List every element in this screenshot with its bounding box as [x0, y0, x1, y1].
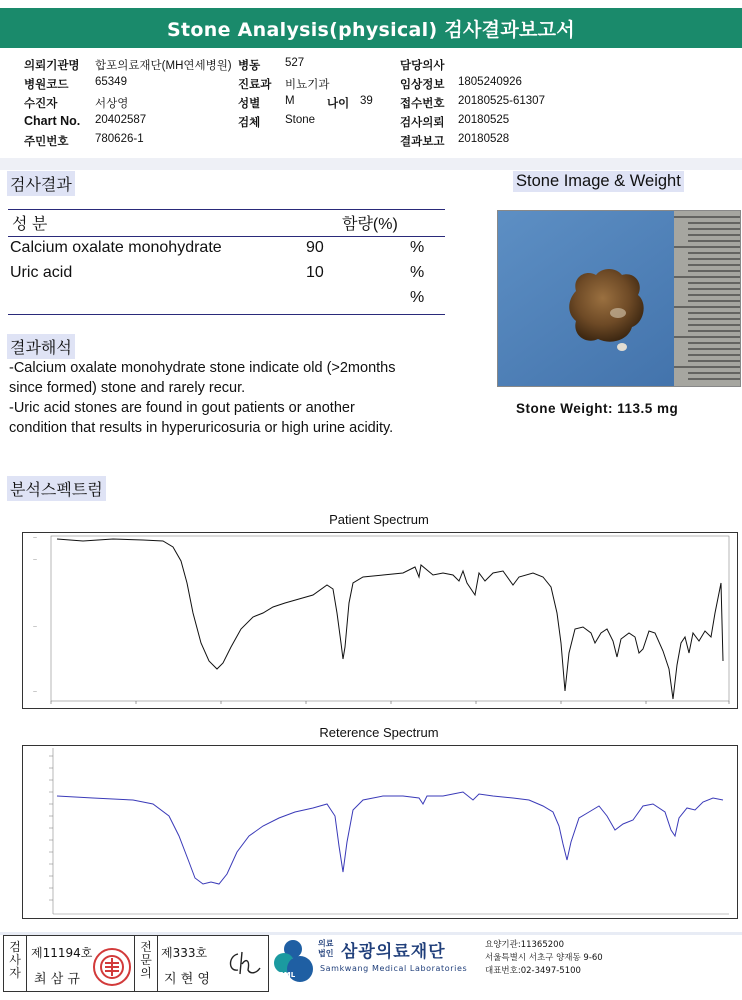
inst-code: 요양기관:11365200	[485, 940, 564, 950]
examiner-label: 검사자	[9, 940, 21, 980]
patient-label: 수진자	[24, 96, 58, 110]
org-contact	[485, 939, 603, 978]
sex-label: 성별	[238, 96, 261, 110]
result-unit: %	[410, 264, 425, 281]
req-value: 20180525	[458, 114, 510, 126]
stone-weight: Stone Weight: 113.5 mg	[516, 401, 679, 416]
dept-value: 비뇨기과	[285, 79, 330, 91]
clin-label: 임상정보	[400, 77, 445, 91]
result-unit: %	[410, 239, 425, 256]
table-top-rule	[8, 209, 445, 210]
sml-logo-icon	[272, 935, 314, 990]
age-label: 나이	[327, 96, 350, 110]
image-heading: Stone Image & Weight	[513, 171, 684, 192]
header-divider	[0, 158, 742, 170]
patient-spectrum-chart	[22, 532, 738, 709]
inst-label: 의뢰기관명	[24, 58, 80, 72]
receipt-label: 접수번호	[400, 96, 445, 110]
inst-value: 합포의료재단(MH연세병원)	[95, 60, 232, 72]
svg-text:—: —	[33, 624, 37, 629]
specialist-signature	[224, 948, 264, 984]
org-english: Samkwang Medical Laboratories	[320, 964, 468, 973]
specialist-label-cell	[134, 936, 158, 991]
examiner-label-cell	[4, 936, 27, 991]
footer	[0, 930, 742, 1000]
svg-text:—: —	[33, 535, 37, 540]
clin-value: 1805240926	[458, 76, 522, 88]
specimen-label: 검체	[238, 115, 261, 129]
doctor-label: 담당의사	[400, 58, 445, 72]
interpretation-line: condition that results in hyperuricosuria or high urine acidity.	[9, 420, 394, 436]
specialist-number: 제333호	[161, 946, 208, 960]
result-value: 90	[306, 239, 324, 256]
id-label: 주민번호	[24, 134, 69, 148]
col-component-header: 성 분	[12, 216, 48, 233]
org-name: 삼광의료재단	[341, 942, 446, 962]
chart-label: Chart No.	[24, 114, 81, 128]
interpretation-heading: 결과해석	[7, 334, 75, 359]
receipt-value: 20180525-61307	[458, 95, 545, 107]
logo-text: SML	[278, 971, 296, 979]
result-value: 10	[306, 264, 324, 281]
chart-value: 20402587	[95, 114, 147, 126]
patient-value: 서상영	[95, 98, 129, 110]
specimen-value: Stone	[285, 114, 316, 126]
specialist-name: 지 현 영	[164, 972, 210, 987]
interpretation-line: since formed) stone and rarely recur.	[9, 380, 246, 396]
stone-photo	[497, 210, 741, 387]
svg-text:—: —	[33, 557, 37, 562]
examiner-seal-stamp	[93, 948, 131, 986]
hosp-code-value: 65349	[95, 76, 127, 88]
result-unit: %	[410, 289, 425, 306]
examiner-number: 제11194호	[31, 946, 93, 960]
org-address: 서울특별시 서초구 양재동 9-60	[485, 953, 603, 963]
org-phone: 대표번호:02-3497-5100	[485, 966, 581, 976]
col-amount-header: 함량(%)	[342, 216, 398, 233]
ward-label: 병동	[238, 58, 261, 72]
hosp-code-label: 병원코드	[24, 77, 69, 91]
results-heading: 검사결과	[7, 171, 75, 196]
org-prefix-top: 의료	[318, 939, 334, 948]
table-header-rule	[8, 236, 445, 237]
report-title: Stone Analysis(physical) 검사결과보고서	[0, 8, 742, 48]
org-prefix	[318, 939, 333, 959]
report-date-value: 20180528	[458, 133, 510, 145]
interpretation-line: -Uric acid stones are found in gout patients or another	[9, 400, 355, 416]
spectrum-heading: 분석스펙트럼	[7, 476, 106, 501]
ward-value: 527	[285, 57, 305, 69]
org-prefix-bottom: 법인	[318, 949, 334, 958]
specialist-label: 전문의	[140, 940, 152, 980]
report-date-label: 결과보고	[400, 134, 445, 148]
examiner-name: 최 삼 규	[34, 972, 80, 987]
svg-text:—: —	[33, 689, 37, 694]
patient-spectrum-title: Patient Spectrum	[329, 512, 429, 527]
age-value: 39	[360, 95, 373, 107]
signature-box	[3, 935, 269, 992]
dept-label: 진료과	[238, 77, 272, 91]
sex-value: M	[285, 95, 295, 107]
table-bottom-rule	[8, 314, 445, 315]
result-name: Calcium oxalate monohydrate	[10, 239, 222, 256]
result-name: Uric acid	[10, 264, 73, 281]
req-label: 검사의뢰	[400, 115, 445, 129]
reference-spectrum-title: Reterence Spectrum	[319, 725, 439, 740]
interpretation-line: -Calcium oxalate monohydrate stone indicate old (>2months	[9, 360, 396, 376]
reference-spectrum-chart	[22, 745, 738, 919]
id-value: 780626-1	[95, 133, 144, 145]
